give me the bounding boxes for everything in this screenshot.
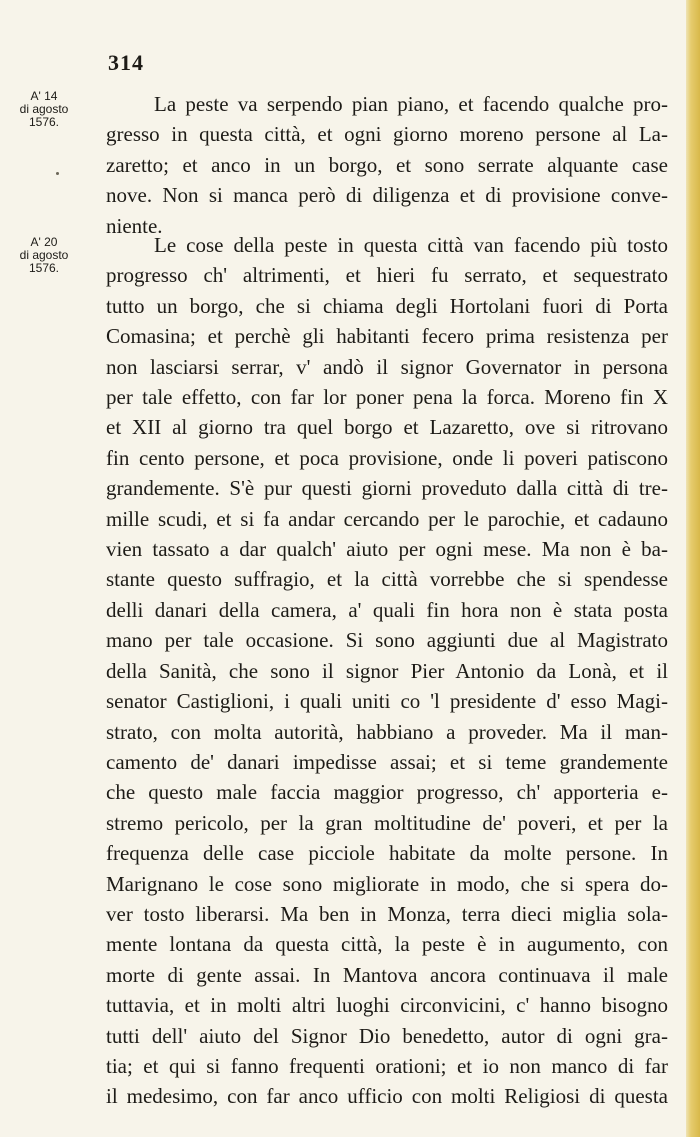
text-line: et XII al giorno tra quel borgo et Lazaretto, ove si ritrovano (106, 415, 668, 440)
text-line: per tale effetto, con far lor poner pena la forca. Moreno fin X (106, 385, 668, 410)
text-line: ver tosto liberarsi. Ma ben in Monza, terra dieci miglia sola- (106, 901, 668, 926)
text-line: Comasina; et perchè gli habitanti fecero prima resistenza per (106, 324, 668, 349)
margin-note-line: A' 20 (30, 235, 58, 249)
text-line: tuttavia, et in molti altri luoghi circonvicini, c' hanno bisogno (106, 993, 668, 1018)
text-line: mano per tale occasione. Si sono aggiunti due al Magistrato (106, 628, 668, 653)
margin-note-line: di agosto (19, 248, 69, 262)
text-line: mente lontana da questa città, la peste è in augumento, con (106, 932, 668, 957)
text-line: stremo pericolo, per la gran moltitudine de' poveri, et per la (106, 810, 668, 835)
text-line: Le cose della peste in questa città van facendo più tosto (154, 233, 668, 257)
text-line: stante questo suffragio, et la città vorrebbe che si spendesse (106, 567, 668, 592)
text-line: tutti dell' aiuto del Signor Dio benedetto, autor di ogni gra- (106, 1023, 668, 1048)
margin-note-line: di agosto (19, 102, 69, 116)
text-line: nove. Non si manca però di diligenza et di provisione conve- (106, 183, 668, 208)
text-line: strato, con molta autorità, habbiano a proveder. Ma il man- (106, 719, 668, 744)
text-line: progresso ch' altrimenti, et hieri fu serrato, et sequestrato (106, 263, 668, 288)
margin-note-line: A' 14 (30, 89, 58, 103)
text-line: mille scudi, et si fa andar cercando per le parochie, et cadauno (106, 506, 668, 531)
text-line: gresso in questa città, et ogni giorno moreno persone al La- (106, 122, 668, 147)
text-line: delli danari della camera, a' quali fin hora non è stata posta (106, 597, 668, 622)
page-number: 314 (108, 50, 144, 75)
text-line: frequenza delle case picciole habitate da molte persone. In (106, 841, 668, 866)
text-line: tia; et qui si fanno frequenti orationi; et io non manco di far (106, 1053, 668, 1078)
text-line: morte di gente assai. In Mantova ancora continuava il male (106, 962, 668, 987)
text-line: che questo male faccia maggior progresso, ch' apporteria e- (106, 780, 668, 805)
text-line: tutto un borgo, che si chiama degli Hortolani fuori di Porta (106, 293, 668, 318)
text-line: grandemente. S'è pur questi giorni proveduto dalla città di tre- (106, 476, 668, 501)
text-line: fin cento persone, et poca provisione, onde li poveri patiscono (106, 445, 668, 470)
paragraph-1 (106, 89, 668, 241)
text-line: vien tassato a dar qualch' aiuto per ogni mese. Ma non è ba- (106, 537, 668, 562)
text-line: Marignano le cose sono migliorate in modo, che si spera do- (106, 871, 668, 896)
paragraph-2 (106, 230, 668, 1112)
text-line: zaretto; et anco in un borgo, et sono serrate alquante case (106, 152, 668, 177)
text-line: senator Castiglioni, i quali uniti co 'l presidente d' esso Magi- (106, 689, 668, 714)
ink-speck (56, 172, 59, 175)
text-line: niente. (106, 213, 163, 238)
text-line: La peste va serpendo pian piano, et facendo qualche pro- (154, 92, 668, 116)
margin-note-line: 1576. (28, 261, 60, 275)
margin-note-date-1 (14, 90, 74, 129)
text-line: non lasciarsi serrar, v' andò il signor Governator in persona (106, 354, 668, 379)
text-line: camento de' danari impedisse assai; et si teme grandemente (106, 749, 668, 774)
page-edge (686, 0, 700, 1137)
margin-note-line: 1576. (28, 115, 60, 129)
text-line: il medesimo, con far anco ufficio con molti Religiosi di questa (106, 1084, 668, 1109)
margin-note-date-2 (14, 236, 74, 275)
text-line: della Sanità, che sono il signor Pier Antonio da Lonà, et il (106, 658, 668, 683)
